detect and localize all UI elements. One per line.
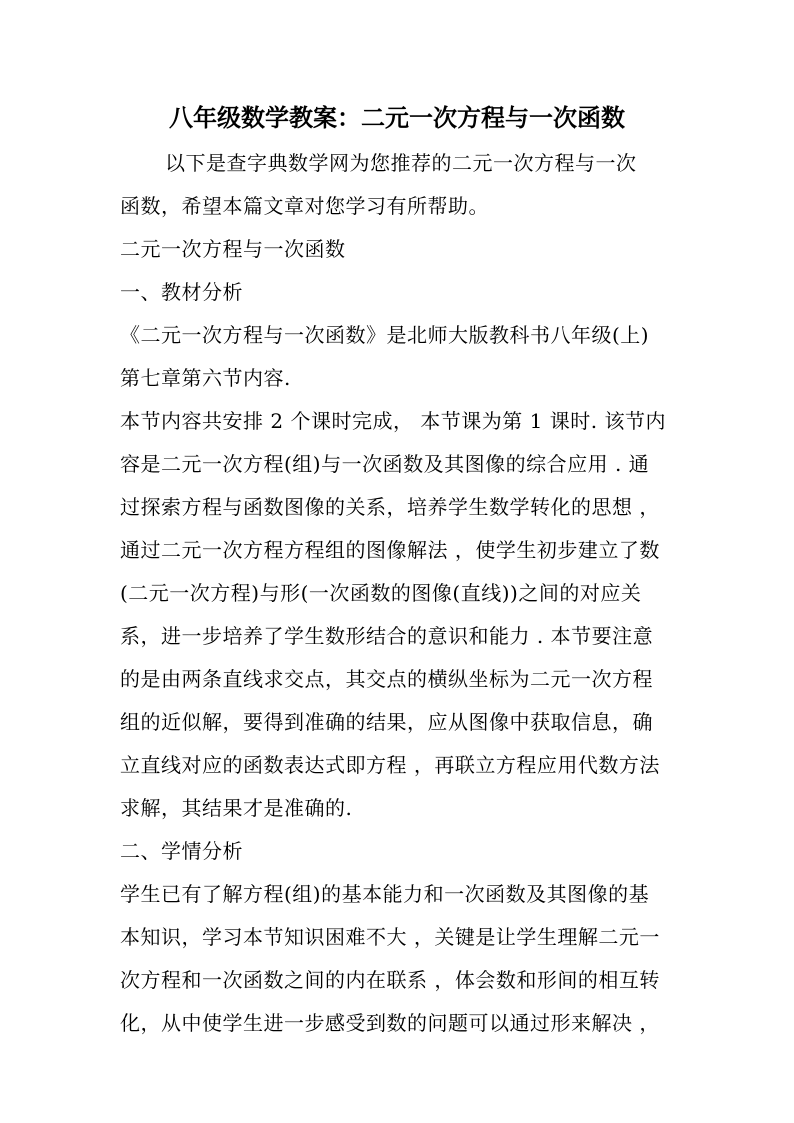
body-line: 系，进一步培养了学生数形结合的意识和能力 . 本节要注意 <box>120 624 654 648</box>
body-line: 容是二元一次方程(组)与一次函数及其图像的综合应用 . 通 <box>120 452 650 476</box>
body-line: 通过二元一次方程方程组的图像解法 ，使学生初步建立了数 <box>120 538 660 562</box>
body-line: 化，从中使学生进一步感受到数的问题可以通过形来解决 ， <box>120 1011 660 1035</box>
body-line: 第七章第六节内容. <box>120 366 291 390</box>
body-line: 过探索方程与函数图像的关系，培养学生数学转化的思想 ， <box>120 495 660 519</box>
body-line: 《二元一次方程与一次函数》是北师大版教科书八年级(上) <box>120 323 650 347</box>
subtitle-line: 二元一次方程与一次函数 <box>120 237 346 261</box>
body-line: 求解，其结果才是准确的. <box>120 796 353 820</box>
body-line: (二元一次方程)与形(一次函数的图像(直线))之间的对应关 <box>120 581 642 605</box>
body-line: 的是由两条直线求交点，其交点的横纵坐标为二元一次方程 <box>120 667 653 691</box>
intro-line-1: 以下是查字典数学网为您推荐的二元一次方程与一次 <box>165 151 637 175</box>
body-line: 次方程和一次函数之间的内在联系 ，体会数和形间的相互转 <box>120 968 660 992</box>
intro-line-2: 函数，希望本篇文章对您学习有所帮助。 <box>120 194 489 218</box>
body-line: 组的近似解，要得到准确的结果，应从图像中获取信息，确 <box>120 710 653 734</box>
section-heading-student-analysis: 二、学情分析 <box>120 839 243 863</box>
document-title: 八年级数学教案：二元一次方程与一次函数 <box>169 103 625 132</box>
body-line: 学生已有了解方程(组)的基本能力和一次函数及其图像的基 <box>120 882 650 906</box>
body-line: 本节内容共安排 2 个课时完成， 本节课为第 1 课时. 该节内 <box>120 409 666 433</box>
body-line: 立直线对应的函数表达式即方程 ，再联立方程应用代数方法 <box>120 753 660 777</box>
body-line: 本知识，学习本节知识困难不大 ，关键是让学生理解二元一 <box>120 925 660 949</box>
section-heading-textbook-analysis: 一、教材分析 <box>120 280 243 304</box>
